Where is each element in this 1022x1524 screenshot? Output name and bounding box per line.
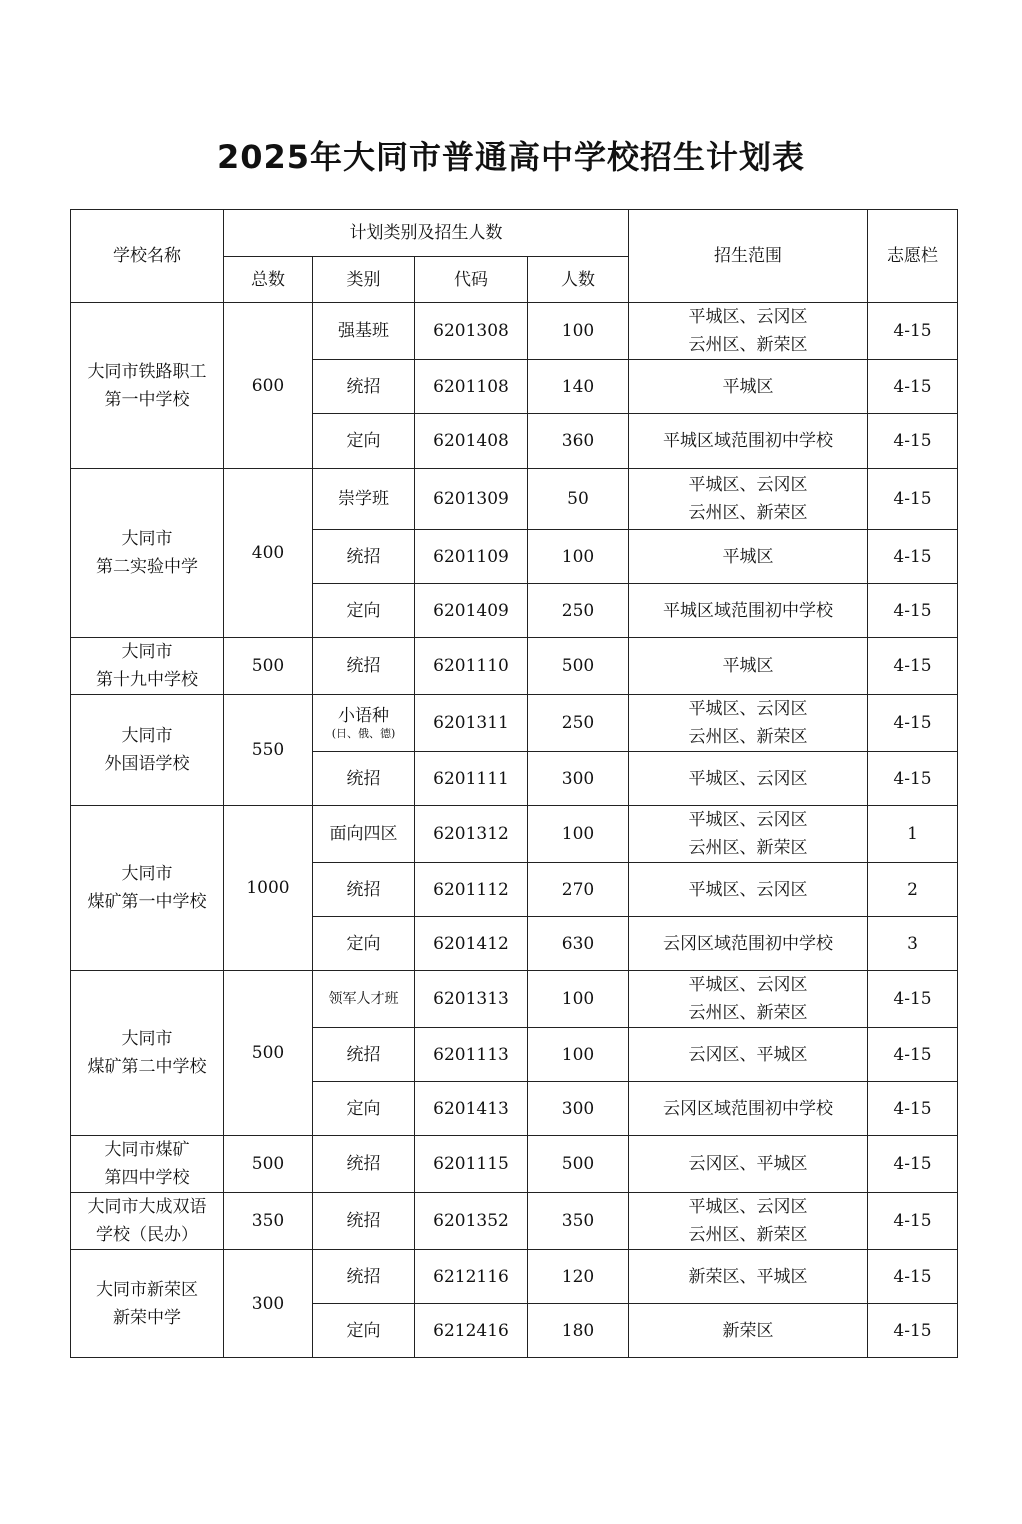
scope-line: 平城区、云冈区 (688, 699, 808, 719)
choice-cell: 4-15 (868, 1136, 958, 1193)
code-cell: 6201113 (415, 1028, 528, 1082)
count-cell: 180 (528, 1304, 629, 1358)
choice-cell: 3 (868, 917, 958, 971)
total-cell: 500 (224, 1136, 313, 1193)
code-cell: 6201352 (415, 1193, 528, 1250)
count-cell: 250 (528, 695, 629, 752)
code-cell: 6201115 (415, 1136, 528, 1193)
scope-line: 平城区域范围初中学校 (663, 600, 833, 621)
category-label: 崇学班 (338, 489, 389, 509)
scope-line: 平城区 (722, 376, 774, 397)
scope-cell (629, 863, 868, 917)
category-cell (313, 806, 415, 863)
category-cell (313, 638, 415, 695)
table-row (71, 1136, 958, 1193)
category-cell (313, 695, 415, 752)
total-cell: 550 (224, 695, 313, 806)
category-cell (313, 1193, 415, 1250)
category-cell (313, 863, 415, 917)
category-label: 强基班 (338, 321, 389, 341)
school-name-cell (71, 695, 224, 806)
count-cell: 120 (528, 1250, 629, 1304)
total-cell: 600 (224, 303, 313, 469)
table-row (71, 303, 958, 360)
choice-cell: 4-15 (868, 530, 958, 584)
enrollment-plan-table (70, 209, 958, 1358)
scope-cell (629, 752, 868, 806)
choice-cell: 4-15 (868, 1250, 958, 1304)
school-name-line: 煤矿第一中学校 (87, 892, 207, 912)
school-name-cell (71, 303, 224, 469)
choice-cell: 4-15 (868, 1193, 958, 1250)
category-cell (313, 1304, 415, 1358)
count-cell: 300 (528, 1082, 629, 1136)
header-total: 总数 (224, 257, 313, 303)
count-cell: 500 (528, 1136, 629, 1193)
code-cell: 6201409 (415, 584, 528, 638)
code-cell: 6201109 (415, 530, 528, 584)
category-label: 统招 (346, 656, 381, 676)
school-name-line: 大同市 (121, 864, 173, 884)
table-row (71, 469, 958, 530)
school-name-line: 第十九中学校 (96, 670, 198, 690)
scope-line: 平城区、云冈区 (688, 768, 808, 789)
code-cell: 6201413 (415, 1082, 528, 1136)
choice-cell: 4-15 (868, 638, 958, 695)
header-choice: 志愿栏 (868, 210, 958, 303)
scope-cell (629, 971, 868, 1028)
scope-cell (629, 638, 868, 695)
table-row (71, 1193, 958, 1250)
table-row (71, 638, 958, 695)
category-label: 统招 (346, 1044, 381, 1065)
count-cell: 500 (528, 638, 629, 695)
count-cell: 350 (528, 1193, 629, 1250)
category-label: 统招 (346, 768, 381, 789)
scope-cell (629, 303, 868, 360)
scope-cell (629, 1028, 868, 1082)
count-cell: 270 (528, 863, 629, 917)
category-label: 小语种 (338, 706, 389, 726)
category-cell (313, 469, 415, 530)
category-note: (日、俄、德) (331, 727, 396, 740)
school-name-line: 新荣中学 (113, 1307, 181, 1328)
table-body (71, 210, 958, 1358)
code-cell: 6201308 (415, 303, 528, 360)
choice-cell: 4-15 (868, 303, 958, 360)
school-name-cell (71, 806, 224, 971)
scope-cell (629, 695, 868, 752)
school-name-line: 大同市煤矿 (104, 1140, 190, 1160)
category-cell (313, 971, 415, 1028)
scope-cell (629, 584, 868, 638)
school-name-line: 大同市铁路职工 (87, 361, 207, 382)
scope-line: 云州区、新荣区 (688, 503, 808, 523)
scope-cell (629, 1250, 868, 1304)
scope-line: 平城区 (722, 656, 774, 676)
scope-cell (629, 806, 868, 863)
count-cell: 140 (528, 360, 629, 414)
scope-line: 云冈区域范围初中学校 (663, 1098, 833, 1119)
header-row (71, 210, 958, 257)
scope-line: 平城区、云冈区 (688, 475, 808, 495)
school-name-cell (71, 469, 224, 638)
category-cell (313, 752, 415, 806)
school-name-line: 第一中学校 (104, 389, 190, 410)
category-cell (313, 584, 415, 638)
category-label: 定向 (346, 600, 381, 621)
total-cell: 500 (224, 971, 313, 1136)
school-name-line: 第四中学校 (104, 1168, 190, 1188)
scope-line: 云冈区、平城区 (688, 1044, 808, 1065)
code-cell: 6201112 (415, 863, 528, 917)
category-cell (313, 917, 415, 971)
header-plan-group: 计划类别及招生人数 (224, 210, 629, 257)
header-count: 人数 (528, 257, 629, 303)
scope-line: 云州区、新荣区 (688, 335, 808, 355)
code-cell: 6201111 (415, 752, 528, 806)
category-cell (313, 1136, 415, 1193)
school-name-cell (71, 971, 224, 1136)
scope-line: 云州区、新荣区 (688, 1003, 808, 1023)
school-name-line: 大同市 (121, 529, 173, 549)
code-cell: 6201108 (415, 360, 528, 414)
scope-cell (629, 360, 868, 414)
code-cell: 6201312 (415, 806, 528, 863)
total-cell: 300 (224, 1250, 313, 1358)
scope-cell (629, 1193, 868, 1250)
scope-line: 云州区、新荣区 (688, 1225, 808, 1245)
school-name-cell (71, 1193, 224, 1250)
scope-line: 平城区域范围初中学校 (663, 431, 833, 451)
table-row (71, 1250, 958, 1304)
scope-line: 平城区、云冈区 (688, 307, 808, 327)
choice-cell: 4-15 (868, 360, 958, 414)
category-label: 统招 (346, 879, 381, 900)
school-name-line: 煤矿第二中学校 (87, 1057, 207, 1077)
page-title: 2025年大同市普通高中学校招生计划表 (216, 138, 806, 176)
scope-line: 平城区 (722, 546, 774, 567)
category-label: 领军人才班 (328, 991, 399, 1007)
scope-cell (629, 469, 868, 530)
table-row (71, 806, 958, 863)
scope-cell (629, 1304, 868, 1358)
count-cell: 100 (528, 806, 629, 863)
scope-line: 云冈区、平城区 (688, 1154, 808, 1174)
category-label: 定向 (346, 1098, 381, 1119)
category-label: 定向 (346, 1320, 381, 1341)
school-name-cell (71, 638, 224, 695)
school-name-line: 大同市新荣区 (96, 1279, 198, 1300)
header-scope: 招生范围 (629, 210, 868, 303)
table-row (71, 695, 958, 752)
header-school: 学校名称 (71, 210, 224, 303)
header-category: 类别 (313, 257, 415, 303)
count-cell: 300 (528, 752, 629, 806)
scope-line: 云州区、新荣区 (688, 727, 808, 747)
code-cell: 6201408 (415, 414, 528, 469)
scope-cell (629, 414, 868, 469)
count-cell: 250 (528, 584, 629, 638)
code-cell: 6201311 (415, 695, 528, 752)
code-cell: 6201309 (415, 469, 528, 530)
category-cell (313, 530, 415, 584)
category-label: 定向 (346, 933, 381, 954)
count-cell: 360 (528, 414, 629, 469)
choice-cell: 4-15 (868, 1304, 958, 1358)
category-cell (313, 303, 415, 360)
category-label: 统招 (346, 1211, 381, 1231)
scope-line: 云州区、新荣区 (688, 838, 808, 858)
scope-line: 平城区、云冈区 (688, 810, 808, 830)
category-cell (313, 360, 415, 414)
total-cell: 500 (224, 638, 313, 695)
category-cell (313, 1082, 415, 1136)
choice-cell: 4-15 (868, 414, 958, 469)
category-cell (313, 1250, 415, 1304)
table-row (71, 971, 958, 1028)
choice-cell: 4-15 (868, 1082, 958, 1136)
school-name-line: 大同市大成双语 (87, 1197, 207, 1217)
total-cell: 400 (224, 469, 313, 638)
category-label: 统招 (346, 376, 381, 397)
scope-line: 平城区、云冈区 (688, 879, 808, 900)
school-name-cell (71, 1250, 224, 1358)
scope-cell (629, 1136, 868, 1193)
count-cell: 100 (528, 530, 629, 584)
total-cell: 350 (224, 1193, 313, 1250)
school-name-line: 大同市 (121, 1029, 173, 1049)
count-cell: 100 (528, 303, 629, 360)
count-cell: 50 (528, 469, 629, 530)
count-cell: 100 (528, 971, 629, 1028)
choice-cell: 4-15 (868, 695, 958, 752)
category-cell (313, 1028, 415, 1082)
total-cell: 1000 (224, 806, 313, 971)
scope-line: 平城区、云冈区 (688, 1197, 808, 1217)
category-label: 面向四区 (329, 824, 398, 844)
scope-cell (629, 530, 868, 584)
school-name-line: 学校（民办） (96, 1225, 198, 1245)
header-code: 代码 (415, 257, 528, 303)
choice-cell: 4-15 (868, 752, 958, 806)
count-cell: 630 (528, 917, 629, 971)
code-cell: 6201412 (415, 917, 528, 971)
choice-cell: 4-15 (868, 1028, 958, 1082)
scope-line: 新荣区、平城区 (688, 1266, 808, 1287)
school-name-line: 第二实验中学 (96, 557, 198, 577)
school-name-cell (71, 1136, 224, 1193)
count-cell: 100 (528, 1028, 629, 1082)
school-name-line: 大同市 (121, 726, 173, 746)
category-label: 统招 (346, 1266, 381, 1287)
choice-cell: 2 (868, 863, 958, 917)
scope-line: 云冈区域范围初中学校 (663, 933, 833, 954)
category-cell (313, 414, 415, 469)
choice-cell: 1 (868, 806, 958, 863)
code-cell: 6201110 (415, 638, 528, 695)
scope-cell (629, 1082, 868, 1136)
scope-line: 新荣区 (722, 1320, 774, 1341)
choice-cell: 4-15 (868, 469, 958, 530)
code-cell: 6212116 (415, 1250, 528, 1304)
choice-cell: 4-15 (868, 971, 958, 1028)
school-name-line: 大同市 (121, 642, 173, 662)
category-label: 统招 (346, 1154, 381, 1174)
code-cell: 6212416 (415, 1304, 528, 1358)
category-label: 统招 (346, 546, 381, 567)
scope-line: 平城区、云冈区 (688, 975, 808, 995)
scope-cell (629, 917, 868, 971)
code-cell: 6201313 (415, 971, 528, 1028)
school-name-line: 外国语学校 (104, 754, 190, 774)
choice-cell: 4-15 (868, 584, 958, 638)
category-label: 定向 (346, 431, 381, 451)
